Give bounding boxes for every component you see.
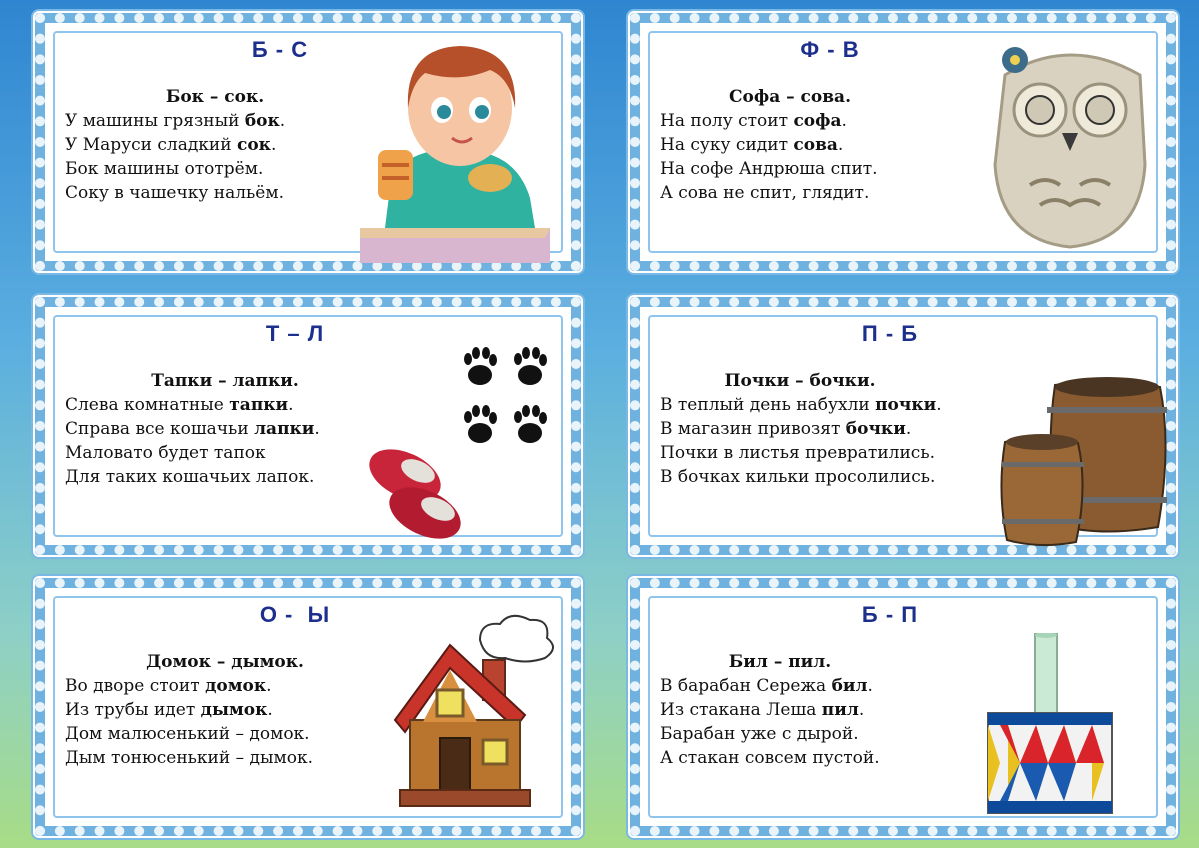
card-t-l: [35, 297, 581, 555]
child-with-cup-icon: [350, 38, 560, 263]
poem-line: А стакан совсем пустой.: [660, 748, 880, 768]
poem-line: Бок машины ототрём.: [65, 159, 264, 179]
poem: [660, 369, 1000, 489]
card-title: Б - С: [251, 37, 309, 62]
poem-line: В магазин привозят бочки.: [660, 419, 912, 439]
card-b-s: [35, 13, 581, 271]
card-p-b: [630, 297, 1176, 555]
poem-line: Слева комнатные тапки.: [65, 395, 294, 415]
poem-line: Во дворе стоит домок.: [65, 676, 272, 696]
poem-heading: Софа – сова.: [729, 87, 851, 107]
drum-and-glass-icon: [980, 633, 1120, 823]
poem: [660, 650, 960, 770]
poem-line: На суку сидит сова.: [660, 135, 844, 155]
poem-line: А сова не спит, глядит.: [660, 183, 870, 203]
poem-line: В теплый день набухли почки.: [660, 395, 942, 415]
poem-line: У машины грязный бок.: [65, 111, 286, 131]
poem-line: Справа все кошачьи лапки.: [65, 419, 320, 439]
poem-line: Почки в листья превратились.: [660, 443, 935, 463]
poem: [65, 85, 365, 205]
poem-line: На софе Андрюша спит.: [660, 159, 878, 179]
poem-line: Соку в чашечку нальём.: [65, 183, 284, 203]
poem-heading: Тапки – лапки.: [151, 371, 299, 391]
card-title: О - Ы: [259, 602, 331, 627]
card-title: П - Б: [861, 321, 919, 346]
house-with-smoke-icon: [375, 610, 565, 810]
poem-line: Из трубы идет дымок.: [65, 700, 273, 720]
poem-line: Дым тонюсенький – дымок.: [65, 748, 313, 768]
poem: [65, 650, 365, 770]
card-b-p: [630, 578, 1176, 836]
poem-line: Для таких кошачьих лапок.: [65, 467, 315, 487]
barrels-icon: [1000, 377, 1170, 552]
poem-heading: Бил – пил.: [728, 652, 832, 672]
poem-line: У Маруси сладкий сок.: [65, 135, 277, 155]
poem: [660, 85, 960, 205]
poem-line: На полу стоит софа.: [660, 111, 847, 131]
card-title: Ф - В: [800, 37, 860, 62]
poem-line: Из стакана Леша пил.: [660, 700, 865, 720]
poem-heading: Домок – дымок.: [146, 652, 304, 672]
poem-line: Барабан уже с дырой.: [660, 724, 859, 744]
poem-heading: Бок – сок.: [165, 87, 265, 107]
poem-line: Маловато будет тапок: [65, 443, 266, 463]
card-o-y: [35, 578, 581, 836]
poem-heading: Почки – бочки.: [724, 371, 876, 391]
owl-icon: [970, 35, 1170, 255]
poem: [65, 369, 365, 489]
poem-line: В барабан Сережа бил.: [660, 676, 873, 696]
card-title: Б - П: [861, 602, 919, 627]
card-f-v: [630, 13, 1176, 271]
card-title: Т – Л: [265, 321, 325, 346]
poem-line: В бочках кильки просолились.: [660, 467, 936, 487]
poem-line: Дом малюсенький – домок.: [65, 724, 310, 744]
paws-and-slippers-icon: [360, 335, 560, 550]
